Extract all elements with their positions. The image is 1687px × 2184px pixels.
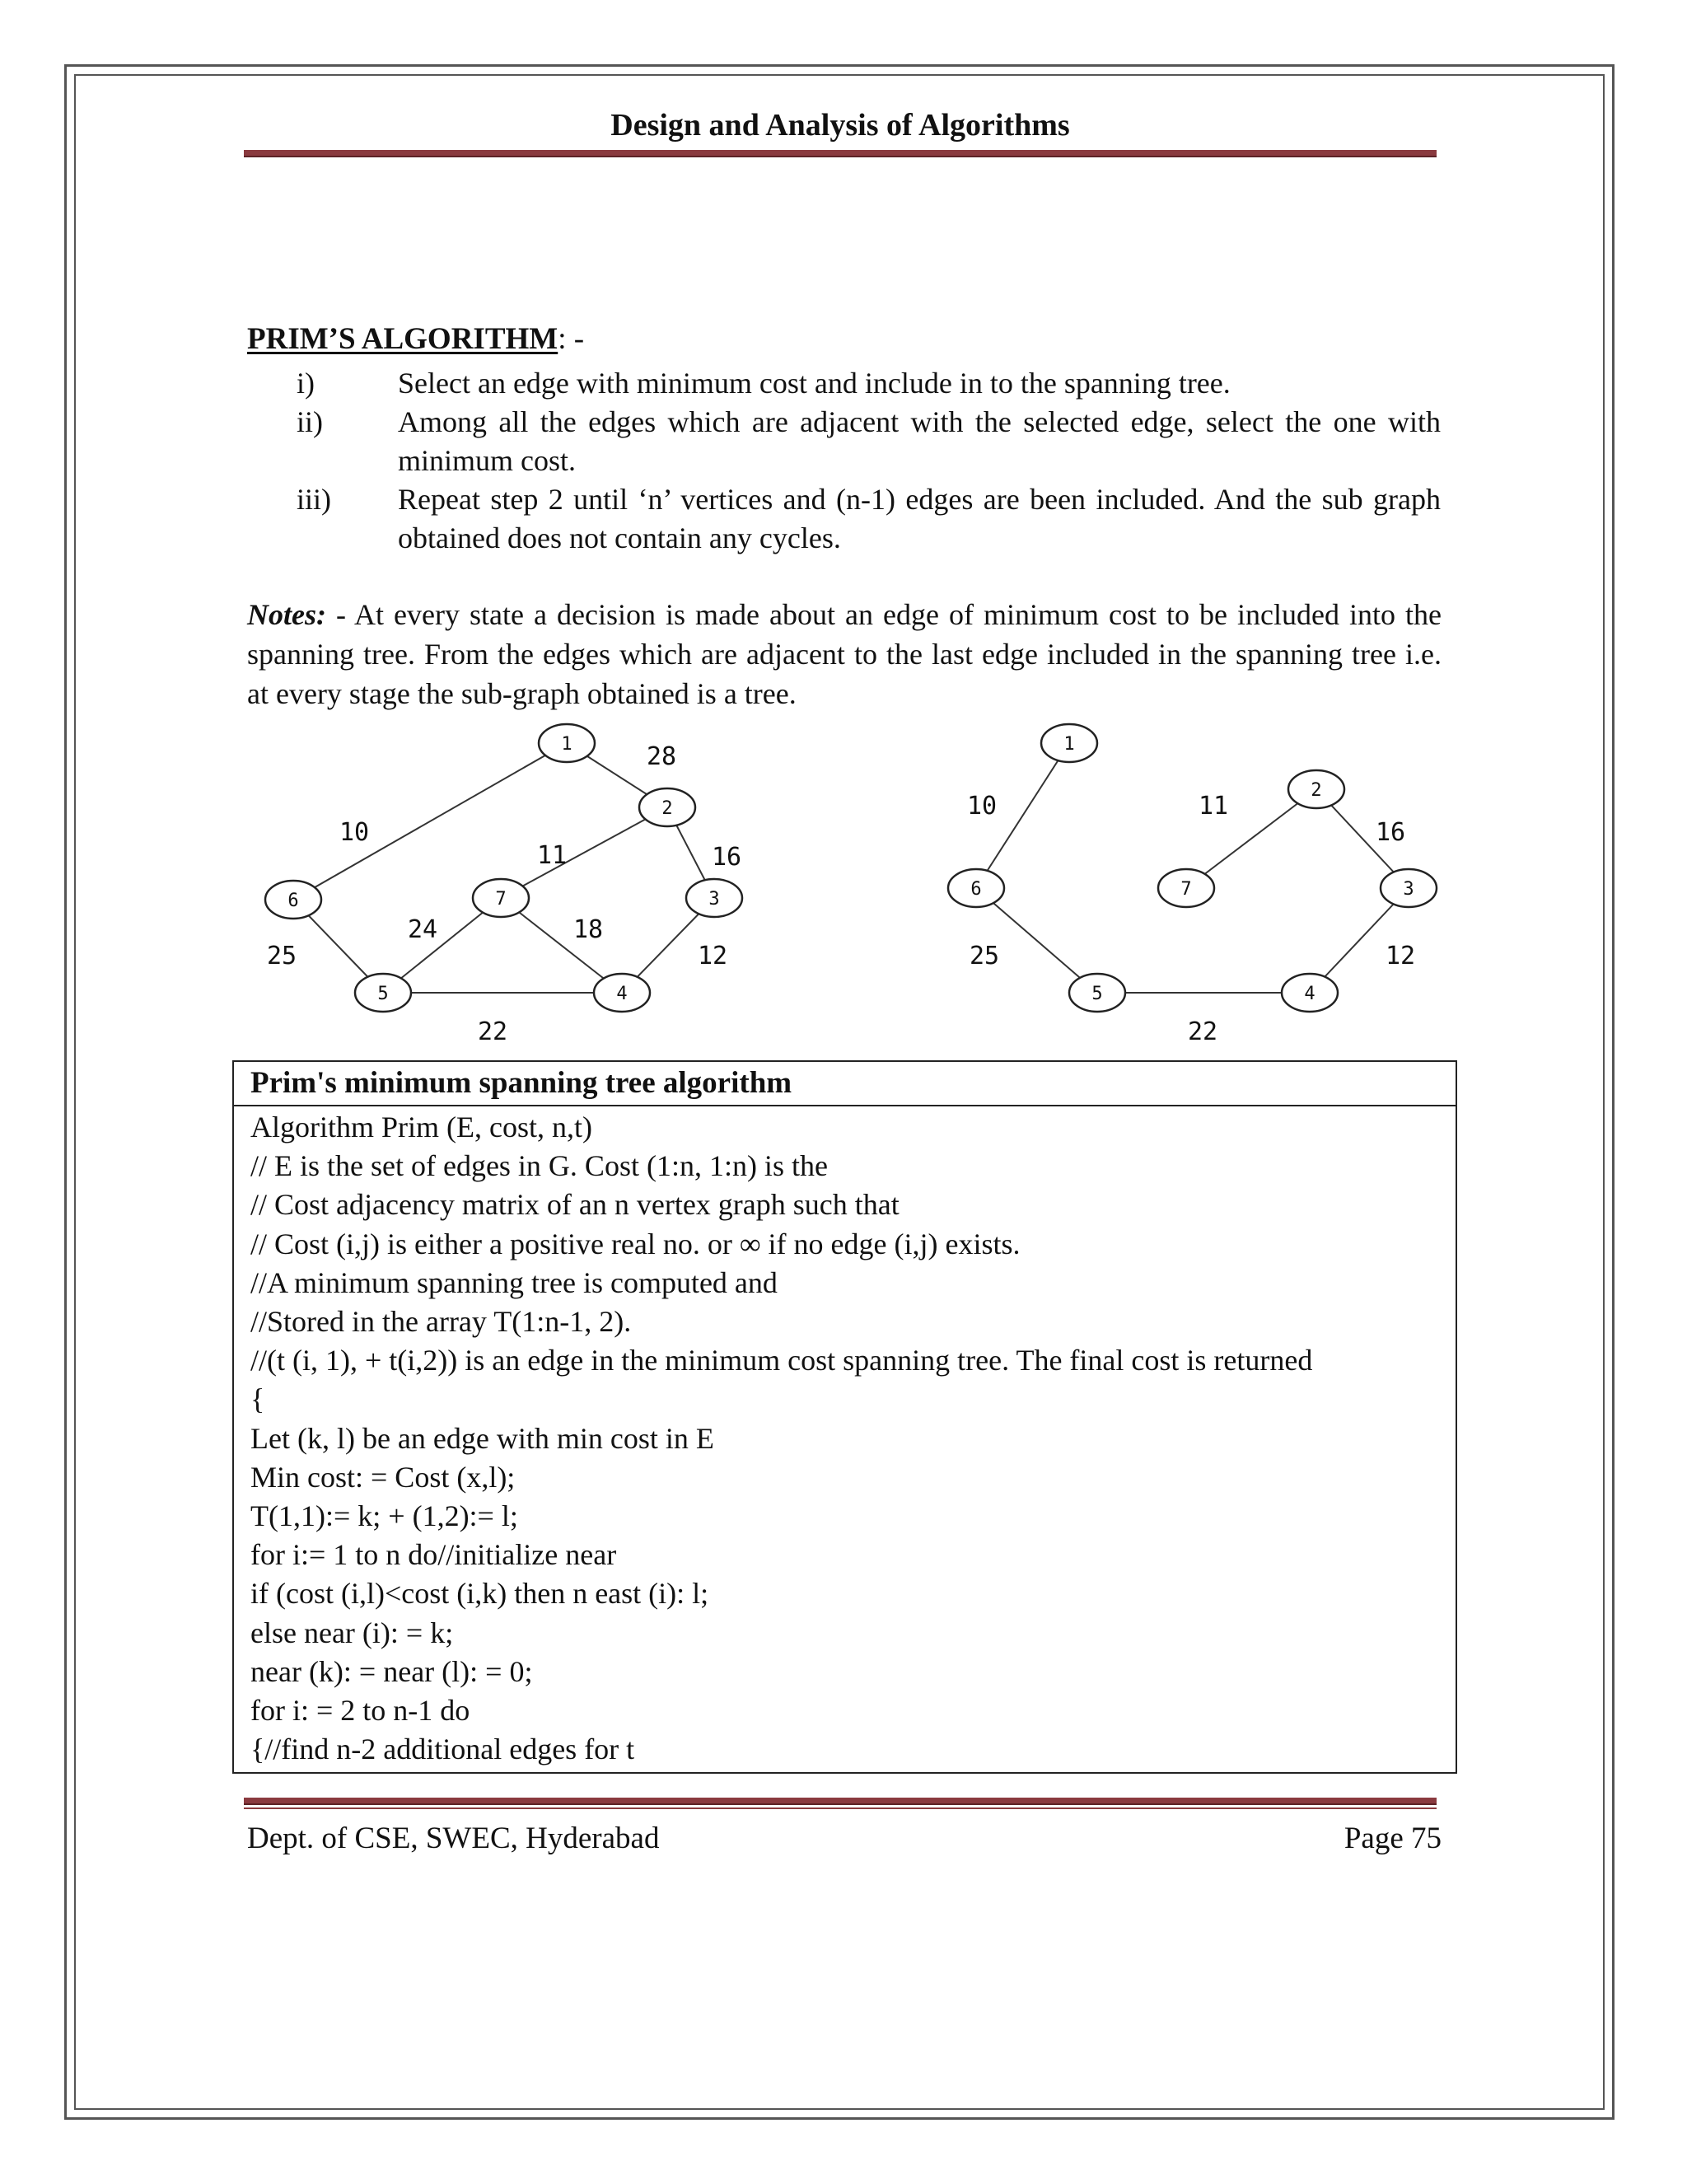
node-label: 6 xyxy=(287,891,299,911)
node-label: 1 xyxy=(1063,734,1075,755)
code-line: else near (i): = k; xyxy=(250,1616,454,1649)
step-number: iii) xyxy=(297,483,331,516)
node-label: 3 xyxy=(708,889,720,910)
step-item xyxy=(247,403,1442,480)
edge-label: 12 xyxy=(697,942,728,970)
step-text: Select an edge with minimum cost and include in to the spanning tree. xyxy=(398,367,1231,400)
edge-label: 16 xyxy=(711,843,742,872)
edge-1-6 xyxy=(293,743,567,900)
edge-6-5 xyxy=(976,888,1097,993)
step-text: Repeat step 2 until ‘n’ vertices and (n-1) edges are been included. And the sub graph obtained does not contain any cycles. xyxy=(398,483,1441,554)
footer-rule xyxy=(244,1798,1437,1805)
node-label: 5 xyxy=(377,984,389,1004)
step-text: Among all the edges which are adjacent with the selected edge, select the one with minimum cost. xyxy=(398,405,1441,477)
code-line: Algorithm Prim (E, cost, n,t) xyxy=(250,1111,592,1143)
edge-label: 10 xyxy=(966,792,998,821)
node-label: 1 xyxy=(561,734,572,755)
edge-label: 16 xyxy=(1375,818,1406,847)
node-label: 6 xyxy=(970,879,982,900)
node-label: 3 xyxy=(1403,879,1414,900)
code-line: { xyxy=(250,1382,265,1416)
code-line: //Stored in the array T(1:n-1, 2). xyxy=(250,1305,632,1339)
notes-label: Notes: xyxy=(247,598,326,631)
step-item xyxy=(247,480,1442,558)
steps-list xyxy=(247,364,1442,558)
code-line: // Cost adjacency matrix of an n vertex graph such that xyxy=(250,1188,900,1222)
algorithm-title: Prim's minimum spanning tree algorithm xyxy=(234,1062,1456,1106)
footer-page-number: Page 75 xyxy=(1344,1822,1442,1855)
code-line: //(t (i, 1), + t(i,2)) is an edge in the minimum cost spanning tree. The final cost is returned xyxy=(250,1344,1313,1377)
edge-label: 28 xyxy=(646,742,677,771)
step-item xyxy=(247,364,1442,403)
edge-label: 22 xyxy=(477,1017,508,1046)
code-line: //A minimum spanning tree is computed and xyxy=(250,1265,778,1299)
edge-label: 18 xyxy=(572,915,604,944)
node-label: 4 xyxy=(1304,984,1315,1004)
node-label: 4 xyxy=(616,984,628,1004)
footer-rule-thin xyxy=(244,1808,1437,1809)
code-line: // Cost (i,j) is either a positive real no. or ∞ if no edge (i,j) exists. xyxy=(250,1227,1021,1260)
edge-label: 22 xyxy=(1187,1017,1218,1046)
step-number: ii) xyxy=(297,405,323,438)
code-line: // E is the set of edges in G. Cost (1:n, 1:n) is the xyxy=(250,1149,828,1183)
notes-paragraph xyxy=(247,595,1442,713)
code-line: if (cost (i,l)<cost (i,k) then n east (i): l; xyxy=(250,1577,709,1611)
code-line: near (k): = near (l): = 0; xyxy=(250,1654,533,1688)
notes-text: - At every state a decision is made about an edge of minimum cost to be included into the spanning tree. From the edges which are adjacent to the last edge included in the spanning tree i.e. at every stage the sub-graph obtained is a tree. xyxy=(247,598,1442,710)
node-label: 5 xyxy=(1091,984,1103,1004)
edge-label: 11 xyxy=(536,841,568,870)
edge-label: 12 xyxy=(1385,942,1416,970)
section-title-suffix: : - xyxy=(558,322,585,356)
node-label: 7 xyxy=(495,889,507,910)
edge-label: 24 xyxy=(407,915,438,944)
node-label: 7 xyxy=(1180,879,1192,900)
code-line: {//find n-2 additional edges for t xyxy=(250,1733,635,1766)
edge-label: 11 xyxy=(1198,792,1229,821)
section-title-text: PRIM’S ALGORITHM xyxy=(247,322,558,356)
edge-label: 25 xyxy=(266,942,297,970)
graph-right xyxy=(931,717,1458,1059)
step-number: i) xyxy=(297,367,315,400)
header-title: Design and Analysis of Algorithms xyxy=(610,108,1070,143)
algorithm-box xyxy=(232,1060,1457,1774)
footer-department: Dept. of CSE, SWEC, Hyderabad xyxy=(247,1822,660,1855)
code-line: Let (k, l) be an edge with min cost in E xyxy=(250,1421,714,1455)
graph-right-svg xyxy=(931,717,1458,1055)
section-title xyxy=(247,321,584,357)
node-label: 2 xyxy=(661,798,673,819)
code-line: Min cost: = Cost (x,l); xyxy=(250,1460,516,1494)
code-line: for i:= 1 to n do//initialize near xyxy=(250,1538,617,1572)
edge-label: 10 xyxy=(339,818,370,847)
code-line: for i: = 2 to n-1 do xyxy=(250,1694,470,1728)
node-label: 2 xyxy=(1311,780,1322,801)
code-line: T(1,1):= k; + (1,2):= l; xyxy=(250,1499,518,1533)
edge-label: 25 xyxy=(969,942,1000,970)
graph-left xyxy=(247,717,774,1059)
header-rule xyxy=(244,150,1437,157)
algorithm-code xyxy=(234,1106,1456,1769)
edge-2-7 xyxy=(501,807,667,898)
graph-left-svg xyxy=(247,717,774,1055)
